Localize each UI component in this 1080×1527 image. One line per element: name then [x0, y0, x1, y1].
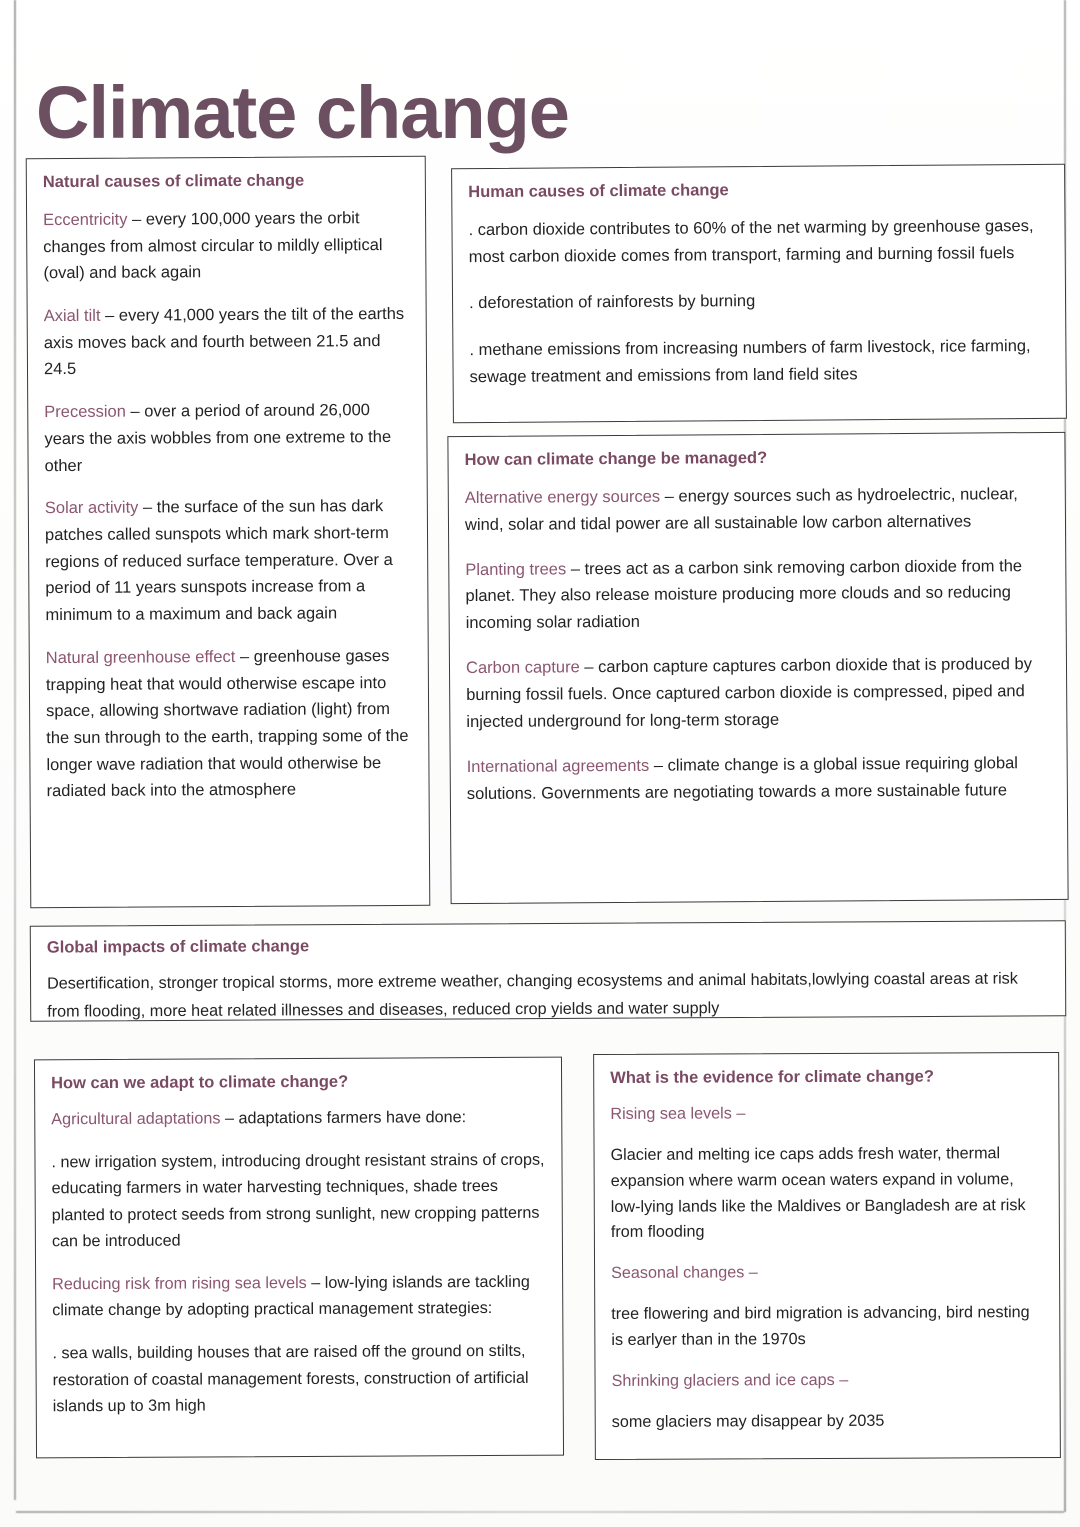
page-edge-bottom	[16, 1511, 1064, 1513]
content-block	[611, 1259, 1043, 1287]
block-text: – adaptations farmers have done:	[220, 1107, 467, 1128]
card-adaptation	[34, 1057, 564, 1459]
block-text: – climate change is a global issue requiring global solutions. Governments are negotiating towards a more sustainable future	[466, 754, 1018, 803]
block-text: . methane emissions from increasing numbers of farm livestock, rice farming, sewage treatment and emissions from land field sites	[469, 336, 1031, 386]
card-natural-causes	[26, 156, 431, 908]
block-text: – carbon capture captures carbon dioxide that is produced by burning fossil fuels. Once captured carbon dioxide is compressed, piped and injected underground for long-term storage	[466, 655, 1032, 732]
key-term: Seasonal changes –	[611, 1263, 758, 1283]
content-block	[45, 493, 412, 629]
key-term: Eccentricity	[43, 210, 128, 229]
page-title: Climate change	[36, 70, 569, 154]
card-body	[47, 965, 1049, 1026]
block-text: Glacier and melting ice caps adds fresh water, thermal expansion where warm ocean waters expand in volume, low-lying lands like the Maldives or Bangladesh are at risk from flooding	[610, 1143, 1026, 1242]
card-body	[468, 213, 1049, 391]
key-term: International agreements	[466, 756, 650, 776]
key-term: Solar activity	[44, 498, 139, 518]
block-text: . deforestation of rainforests by burning	[468, 292, 756, 313]
content-block	[467, 750, 1051, 808]
content-block	[46, 643, 413, 806]
card-title: How can climate change be managed?	[464, 448, 768, 470]
key-term: Reducing risk from rising sea levels	[52, 1273, 307, 1294]
content-block	[43, 205, 409, 287]
page-edge-left	[14, 0, 16, 1500]
block-text: some glaciers may disappear by 2035	[611, 1411, 885, 1432]
block-text: – trees act as a carbon sink removing carbon dioxide from the planet. They also release moisture producing more clouds and so reducing incoming solar radiation	[465, 556, 1023, 633]
key-term: Carbon capture	[465, 658, 580, 678]
content-block	[612, 1408, 1044, 1436]
key-term: Rising sea levels –	[610, 1104, 746, 1123]
content-block	[469, 286, 1049, 317]
block-text: – every 100,000 years the orbit changes from almost circular to mildly elliptical (oval) and back again	[43, 208, 383, 283]
content-block	[610, 1100, 1042, 1128]
block-text: – the surface of the sun has dark patches called sunspots which mark short-term regions of reduced surface temperature. Over a period of 11 years sunspots increase from a minimum to a maximum and back again	[44, 497, 393, 625]
card-body	[51, 1104, 547, 1420]
key-term: Planting trees	[465, 559, 567, 579]
block-text: tree flowering and bird migration is advancing, bird nesting is earlyer than in the 1970s	[611, 1303, 1030, 1350]
card-title: Natural causes of climate change	[42, 171, 305, 192]
card-body	[610, 1100, 1043, 1436]
card-evidence	[593, 1052, 1061, 1460]
content-block	[611, 1141, 1043, 1247]
content-block	[52, 1338, 546, 1419]
block-text: Desertification, stronger tropical storms, more extreme weather, changing ecosystems and animal habitats,lowlying coastal areas at risk from flooding, more heat related illnesses and diseases, reduced crop yields and water supply	[47, 969, 1018, 1021]
key-term: Agricultural adaptations	[51, 1109, 221, 1129]
key-term: Axial tilt	[43, 306, 101, 326]
card-title: Global impacts of climate change	[46, 937, 310, 957]
block-text: . carbon dioxide contributes to 60% of the net warming by greenhouse gases, most carbon dioxide comes from transport, farming and burning fossil fuels	[468, 216, 1034, 266]
key-term: Natural greenhouse effect	[45, 647, 236, 667]
block-text: . sea walls, building houses that are raised off the ground on stilts, restoration of coastal management forests, construction of artificial islands up to 3m high	[52, 1342, 529, 1416]
content-block	[44, 301, 410, 383]
card-human-causes	[451, 164, 1067, 423]
content-block	[468, 213, 1048, 271]
content-block	[44, 397, 410, 479]
block-text: – greenhouse gases trapping heat that would otherwise escape into space, allowing shortwave radiation (light) from the sun through to the earth, trapping some of the longer wave radiation that would otherwise be radiated back into the atmosphere	[45, 646, 409, 801]
key-term: Shrinking glaciers and ice caps –	[611, 1371, 849, 1391]
content-block	[465, 481, 1049, 539]
content-block	[611, 1367, 1043, 1395]
content-block	[466, 651, 1051, 736]
card-global-impacts	[30, 920, 1066, 1021]
content-block	[47, 965, 1049, 1026]
key-term: Precession	[44, 402, 126, 422]
content-block	[469, 333, 1049, 391]
content-block	[51, 1104, 545, 1133]
key-term: Alternative energy sources	[464, 487, 661, 507]
content-block	[465, 553, 1050, 638]
card-title: Human causes of climate change	[468, 181, 729, 202]
content-block	[52, 1269, 546, 1324]
block-text: . new irrigation system, introducing drought resistant strains of crops, educating farmers in water harvesting techniques, shade trees planted to protect seeds from strong sunlight, new cropping patterns can be introduced	[51, 1150, 545, 1251]
content-block	[611, 1300, 1043, 1354]
block-text: – over a period of around 26,000 years the axis wobbles from one extreme to the other	[44, 401, 392, 475]
card-body	[43, 205, 413, 806]
content-block	[51, 1147, 546, 1255]
card-title: What is the evidence for climate change?	[610, 1067, 934, 1087]
block-text: – every 41,000 years the tilt of the earths axis moves back and fourth between 21.5 and 24.5	[43, 304, 405, 379]
block-text: – low-lying islands are tackling climate change by adopting practical management strategies:	[52, 1272, 530, 1320]
card-managing-climate-change	[447, 432, 1068, 904]
card-body	[465, 481, 1051, 808]
block-text: – energy sources such as hydroelectric, nuclear, wind, solar and tidal power are all sustainable low carbon alternatives	[464, 484, 1018, 534]
card-title: How can we adapt to climate change?	[51, 1072, 349, 1093]
